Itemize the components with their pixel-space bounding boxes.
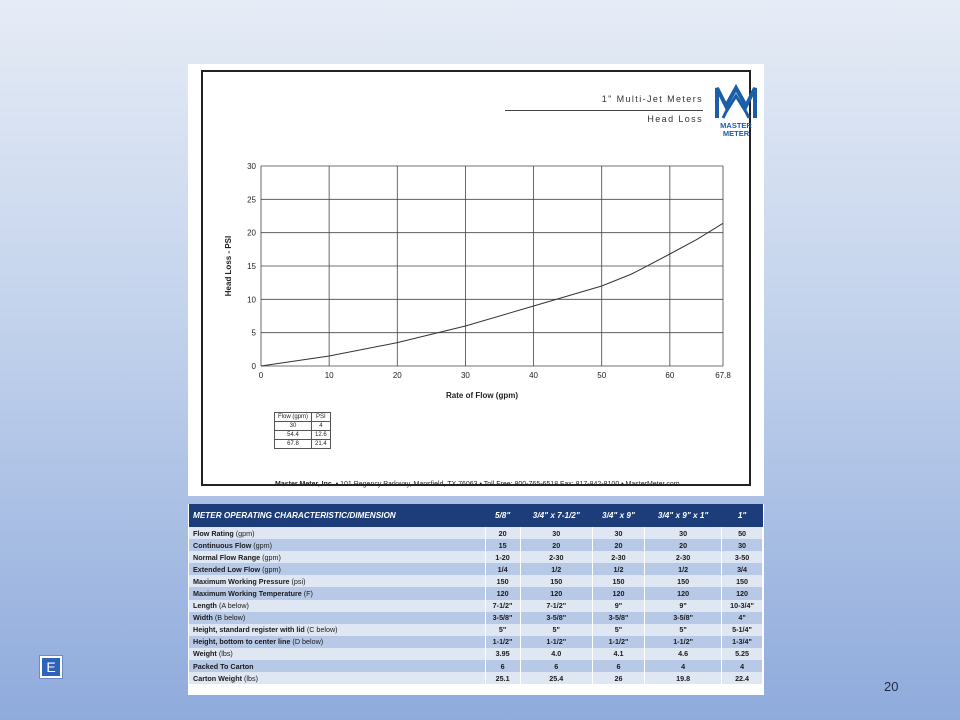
spec-cell: 7-1/2" [520, 600, 592, 612]
y-tick-label: 15 [247, 262, 256, 271]
flow-table-cell: 30 [275, 422, 312, 431]
spec-cell: 1/2 [645, 563, 722, 575]
spec-cell: 9" [645, 600, 722, 612]
spec-row-label [189, 563, 485, 575]
spec-row-label [189, 551, 485, 563]
spec-row-unit: (A below) [216, 601, 249, 611]
spec-row [189, 563, 763, 575]
spec-row [189, 648, 763, 660]
spec-cell: 6 [520, 660, 592, 672]
spec-cell: 3.95 [485, 648, 520, 660]
spec-row [189, 539, 763, 551]
spec-row-label [189, 636, 485, 648]
spec-cell: 10-3/4" [722, 600, 763, 612]
spec-row-unit: (D below) [290, 637, 324, 647]
spec-cell: 1-20 [485, 551, 520, 563]
spec-cell: 6 [592, 660, 644, 672]
y-tick-label: 25 [247, 195, 256, 205]
spec-cell: 5" [485, 624, 520, 636]
spec-cell: 15 [485, 539, 520, 551]
y-tick-label: 10 [247, 295, 256, 305]
spec-cell: 6 [485, 660, 520, 672]
x-tick-label: 50 [597, 371, 607, 380]
spec-header-label: METER OPERATING CHARACTERISTIC/DIMENSION [189, 504, 485, 527]
spec-row-label [189, 672, 485, 684]
spec-row [189, 624, 763, 636]
spec-row-label [189, 624, 485, 636]
spec-cell: 120 [520, 587, 592, 599]
head-loss-curve [261, 223, 723, 366]
spec-row [189, 575, 763, 587]
flow-table-row [275, 422, 331, 431]
spec-row [189, 636, 763, 648]
spec-cell: 120 [485, 587, 520, 599]
spec-row-unit: (lbs) [241, 673, 258, 683]
flow-table-cell: 54.4 [275, 431, 312, 440]
spec-cell: 5" [645, 624, 722, 636]
spec-row-name: Height, bottom to center line [193, 637, 291, 647]
spec-cell: 1/2 [520, 563, 592, 575]
spec-cell: 2-30 [645, 551, 722, 563]
page-number: 20 [884, 679, 899, 694]
spec-row [189, 600, 763, 612]
spec-row-label [189, 587, 485, 599]
company-footer [275, 481, 680, 488]
spec-cell: 30 [722, 539, 763, 551]
spec-cell: 4.6 [645, 648, 722, 660]
spec-cell: 4.0 [520, 648, 592, 660]
spec-cell: 1-1/2" [520, 636, 592, 648]
spec-cell: 150 [722, 575, 763, 587]
spec-cell: 30 [520, 527, 592, 539]
spec-row-unit: (C below) [304, 625, 338, 635]
spec-row-label [189, 648, 485, 660]
head-loss-document [188, 64, 764, 496]
meter-spec-table [189, 504, 763, 684]
spec-row-name: Maximum Working Pressure [193, 576, 290, 586]
spec-cell: 3-5/8" [592, 612, 644, 624]
flow-table-header: Flow (gpm) [275, 413, 312, 422]
spec-row-name: Flow Rating [193, 528, 234, 538]
x-tick-label: 0 [258, 371, 264, 380]
spec-cell: 1-1/2" [592, 636, 644, 648]
x-tick-label: 10 [324, 371, 334, 380]
spec-cell: 120 [722, 587, 763, 599]
spec-cell: 2-30 [520, 551, 592, 563]
spec-cell: 3-5/8" [520, 612, 592, 624]
spec-cell: 5" [520, 624, 592, 636]
spec-cell: 1-3/4" [722, 636, 763, 648]
spec-cell: 4" [722, 612, 763, 624]
spec-row-name: Length [193, 601, 217, 611]
spec-row-name: Normal Flow Range [193, 552, 261, 562]
meter-spec-panel [188, 504, 764, 695]
spec-cell: 3-5/8" [485, 612, 520, 624]
footer-details: • 101 Regency Parkway, Mansfield, TX 76063 • Toll Free: 800-765-6518 Fax: 817-842-8100 • MasterMeter.com [333, 481, 680, 488]
spec-cell: 150 [592, 575, 644, 587]
x-tick-label: 30 [460, 371, 470, 380]
spec-row-unit: (gpm) [260, 552, 281, 562]
spec-header-size: 3/4" x 7-1/2" [520, 504, 592, 527]
spec-cell: 4 [722, 660, 763, 672]
y-tick-label: 20 [247, 228, 256, 238]
spec-cell: 20 [520, 539, 592, 551]
spec-row [189, 551, 763, 563]
spec-row [189, 612, 763, 624]
spec-row-name: Continuous Flow [193, 540, 252, 550]
spec-cell: 150 [485, 575, 520, 587]
spec-row-name: Carton Weight [193, 673, 242, 683]
nav-e-button[interactable]: E [40, 656, 62, 678]
flow-table-cell: 67.8 [275, 440, 312, 449]
spec-row-name: Extended Low Flow [193, 564, 261, 574]
spec-row-unit: (gpm) [251, 540, 273, 550]
spec-row-label [189, 539, 485, 551]
y-axis-label: Head Loss - PSI [224, 235, 233, 297]
spec-cell: 5" [592, 624, 644, 636]
spec-row-label [189, 575, 485, 587]
spec-cell: 25.1 [485, 672, 520, 684]
spec-cell: 19.8 [645, 672, 722, 684]
spec-row-name: Width [193, 613, 213, 623]
spec-cell: 7-1/2" [485, 600, 520, 612]
spec-cell: 30 [645, 527, 722, 539]
flow-table-row [275, 440, 331, 449]
spec-row-name: Maximum Working Temperature [193, 589, 302, 599]
y-tick-label: 30 [247, 162, 256, 171]
spec-cell: 150 [645, 575, 722, 587]
spec-cell: 1-1/2" [485, 636, 520, 648]
spec-row-label [189, 527, 485, 539]
spec-row [189, 527, 763, 539]
spec-cell: 25.4 [520, 672, 592, 684]
spec-cell: 120 [645, 587, 722, 599]
x-axis-label: Rate of Flow (gpm) [446, 391, 518, 400]
spec-cell: 26 [592, 672, 644, 684]
spec-cell: 30 [592, 527, 644, 539]
flow-psi-table [274, 412, 331, 449]
flow-table-header: PSI [312, 413, 331, 422]
spec-cell: 2-30 [592, 551, 644, 563]
y-tick-label: 0 [251, 362, 256, 371]
spec-row-label [189, 600, 485, 612]
spec-row-label [189, 612, 485, 624]
x-tick-label: 40 [529, 371, 539, 380]
spec-cell: 3/4 [722, 563, 763, 575]
spec-cell: 3-50 [722, 551, 763, 563]
flow-table-cell: 4 [312, 422, 331, 431]
document-frame [201, 70, 751, 486]
spec-cell: 1/4 [485, 563, 520, 575]
spec-row-name: Packed To Carton [193, 661, 254, 671]
spec-header-size: 3/4" x 9" x 1" [645, 504, 722, 527]
spec-row-label [189, 660, 485, 672]
spec-cell: 4 [645, 660, 722, 672]
spec-cell: 5-1/4" [722, 624, 763, 636]
spec-row-unit: (psi) [289, 576, 306, 586]
spec-row-name: Weight [193, 649, 217, 659]
spec-row-unit: (gpm) [260, 564, 281, 574]
spec-row-name: Height, standard register with lid [193, 625, 305, 635]
x-tick-label: 60 [665, 371, 675, 380]
spec-cell: 4.1 [592, 648, 644, 660]
y-tick-label: 5 [251, 328, 256, 338]
flow-table-cell: 21.4 [312, 440, 331, 449]
spec-row-unit: (gpm) [233, 528, 255, 538]
spec-header-size: 5/8" [485, 504, 520, 527]
x-tick-label: 20 [392, 371, 402, 380]
logo-text-line2: METER [722, 129, 750, 138]
header-title-line2: Head Loss [647, 114, 703, 124]
spec-cell: 50 [722, 527, 763, 539]
spec-cell: 1/2 [592, 563, 644, 575]
spec-row [189, 587, 763, 599]
footer-company: Master Meter, Inc. [275, 481, 334, 488]
spec-cell: 20 [592, 539, 644, 551]
spec-cell: 150 [520, 575, 592, 587]
header-title-line1: 1" Multi-Jet Meters [601, 94, 703, 104]
spec-cell: 22.4 [722, 672, 763, 684]
x-tick-label: 67.8 [715, 371, 731, 380]
spec-cell: 3-5/8" [645, 612, 722, 624]
spec-header-size: 1" [722, 504, 763, 527]
spec-cell: 5.25 [722, 648, 763, 660]
spec-cell: 20 [485, 527, 520, 539]
flow-table-row [275, 431, 331, 440]
spec-cell: 20 [645, 539, 722, 551]
spec-row-unit: (lbs) [216, 649, 233, 659]
spec-row [189, 672, 763, 684]
spec-header-size: 3/4" x 9" [592, 504, 644, 527]
spec-cell: 1-1/2" [645, 636, 722, 648]
spec-cell: 9" [592, 600, 644, 612]
spec-cell: 120 [592, 587, 644, 599]
spec-row-unit: (F) [301, 589, 313, 599]
flow-table-cell: 12.6 [312, 431, 331, 440]
spec-row [189, 660, 763, 672]
spec-row-unit: (B below) [212, 613, 246, 623]
logo-text-line1: MASTER [720, 121, 752, 130]
